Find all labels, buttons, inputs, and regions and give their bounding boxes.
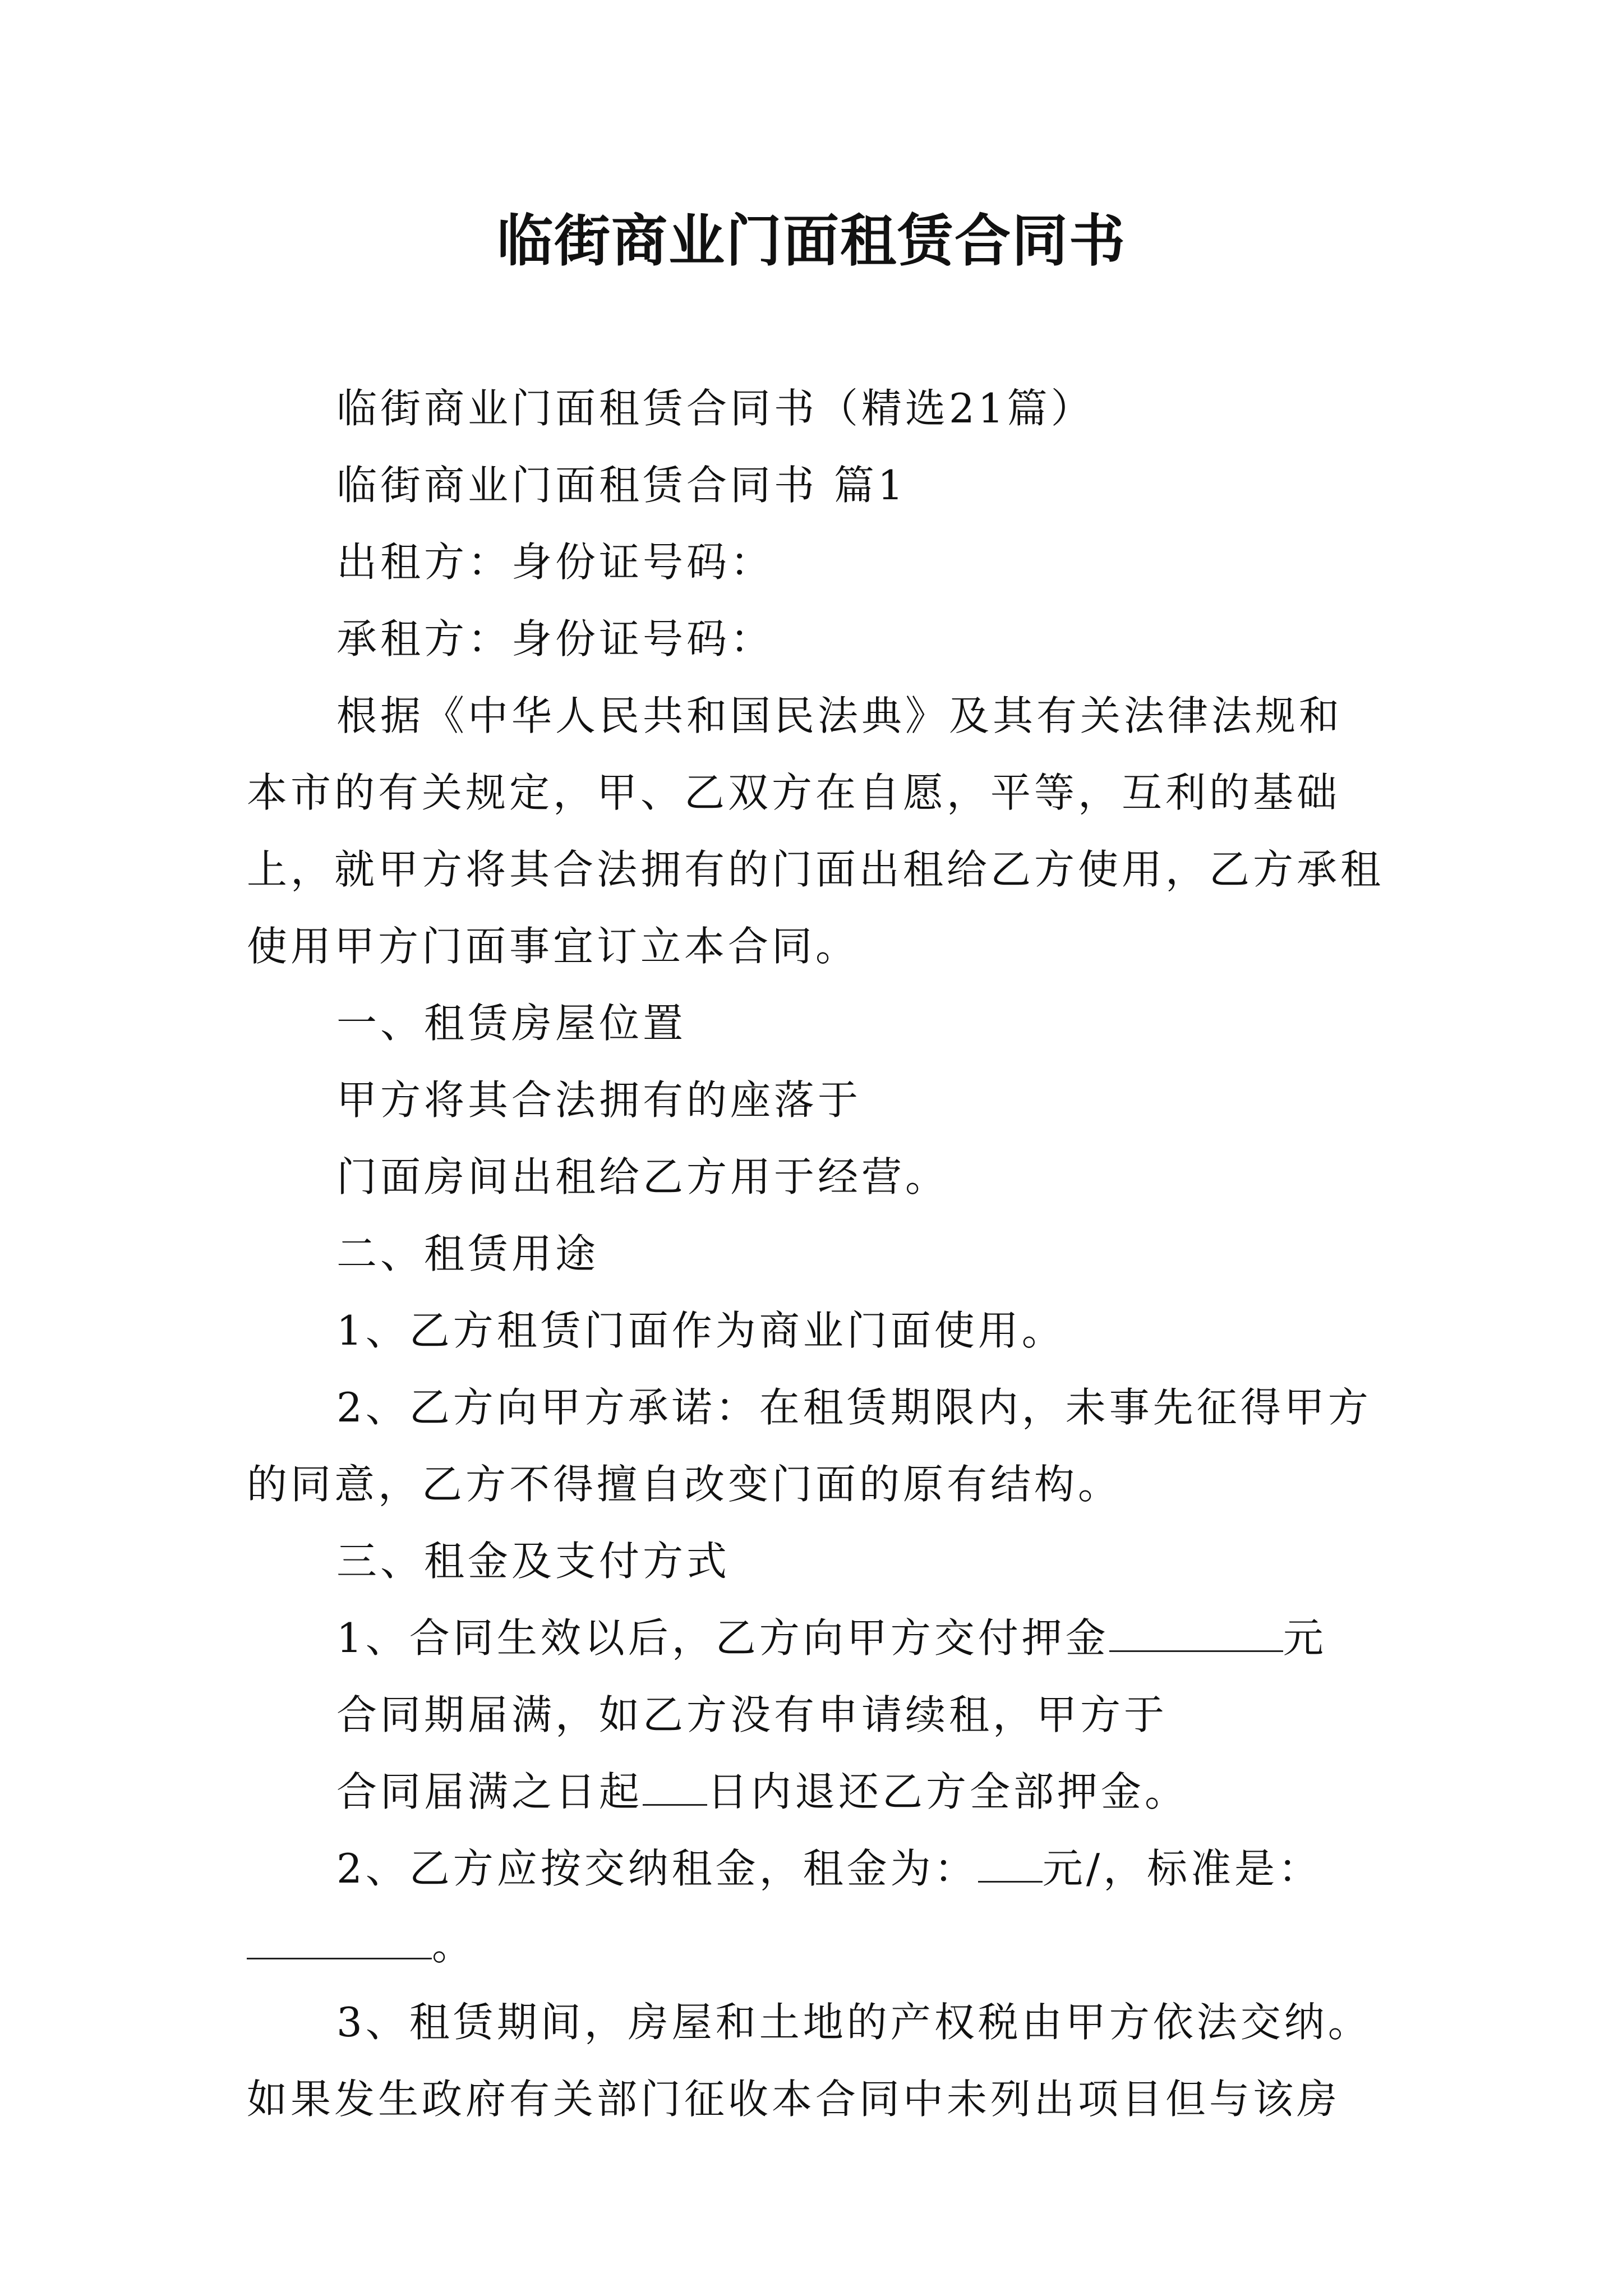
preamble-paragraph: 根据《中华人民共和国民法典》及其有关法律法规和本市的有关规定，甲、乙双方在自愿，平等，互利的基础上，就甲方将其合法拥有的门面出租给乙方使用，乙方承租使用甲方门面事宜订立本合同。 bbox=[247, 692, 1385, 970]
clause3-item1 bbox=[247, 1600, 1385, 1677]
clause3-item3: 3、租赁期间，房屋和土地的产权税由甲方依法交纳。如果发生政府有关部门征收本合同中未列出项目但与该房 bbox=[247, 1999, 1372, 2123]
clause1-line1: 甲方将其合法拥有的座落于 bbox=[336, 1076, 862, 1124]
clause3-item2 bbox=[247, 1830, 1385, 1984]
document-subtitle: 临街商业门面租赁合同书（精选21篇） bbox=[336, 385, 1095, 432]
clause3-heading: 三、租金及支付方式 bbox=[336, 1538, 731, 1585]
clause3-item2-text: 2、乙方应按交纳租金，租金为： bbox=[336, 1845, 978, 1892]
document-body bbox=[247, 370, 1385, 2138]
clause3-line3-text: 合同届满之日起 bbox=[336, 1768, 643, 1815]
refund-days-blank bbox=[643, 1770, 707, 1806]
deposit-blank bbox=[1109, 1617, 1283, 1652]
clause1-line2: 门面房间出租给乙方用于经营。 bbox=[336, 1153, 949, 1200]
clause2-item1: 1、乙方租赁门面作为商业门面使用。 bbox=[336, 1307, 1066, 1354]
clause2-item2: 2、乙方向甲方承诺：在租赁期限内，未事先征得甲方的同意，乙方不得擅自改变门面的原有结构。 bbox=[247, 1384, 1372, 1508]
lessor-line: 出租方：身份证号码： bbox=[336, 539, 774, 586]
clause3-item1-text: 1、合同生效以后，乙方向甲方交付押金 bbox=[336, 1614, 1109, 1662]
clause3-item2-mid: 元/，标准是： bbox=[1042, 1845, 1322, 1892]
clause2-heading: 二、租赁用途 bbox=[336, 1230, 600, 1277]
section-heading: 临街商业门面租赁合同书 篇1 bbox=[336, 462, 907, 509]
document-title: 临街商业门面租赁合同书 bbox=[497, 208, 1126, 274]
clause1-heading: 一、租赁房屋位置 bbox=[336, 1000, 687, 1047]
clause3-item1-unit: 元 bbox=[1283, 1614, 1327, 1662]
rent-amount-blank bbox=[978, 1847, 1043, 1883]
clause3-line3 bbox=[247, 1754, 1385, 1830]
rent-standard-blank bbox=[247, 1924, 432, 1959]
clause3-item2-end: 。 bbox=[432, 1922, 476, 1969]
clause3-line3-rest: 日内退还乙方全部押金。 bbox=[707, 1768, 1189, 1815]
clause3-line2: 合同期届满，如乙方没有申请续租，甲方于 bbox=[336, 1691, 1168, 1738]
lessee-line: 承租方：身份证号码： bbox=[336, 615, 774, 662]
